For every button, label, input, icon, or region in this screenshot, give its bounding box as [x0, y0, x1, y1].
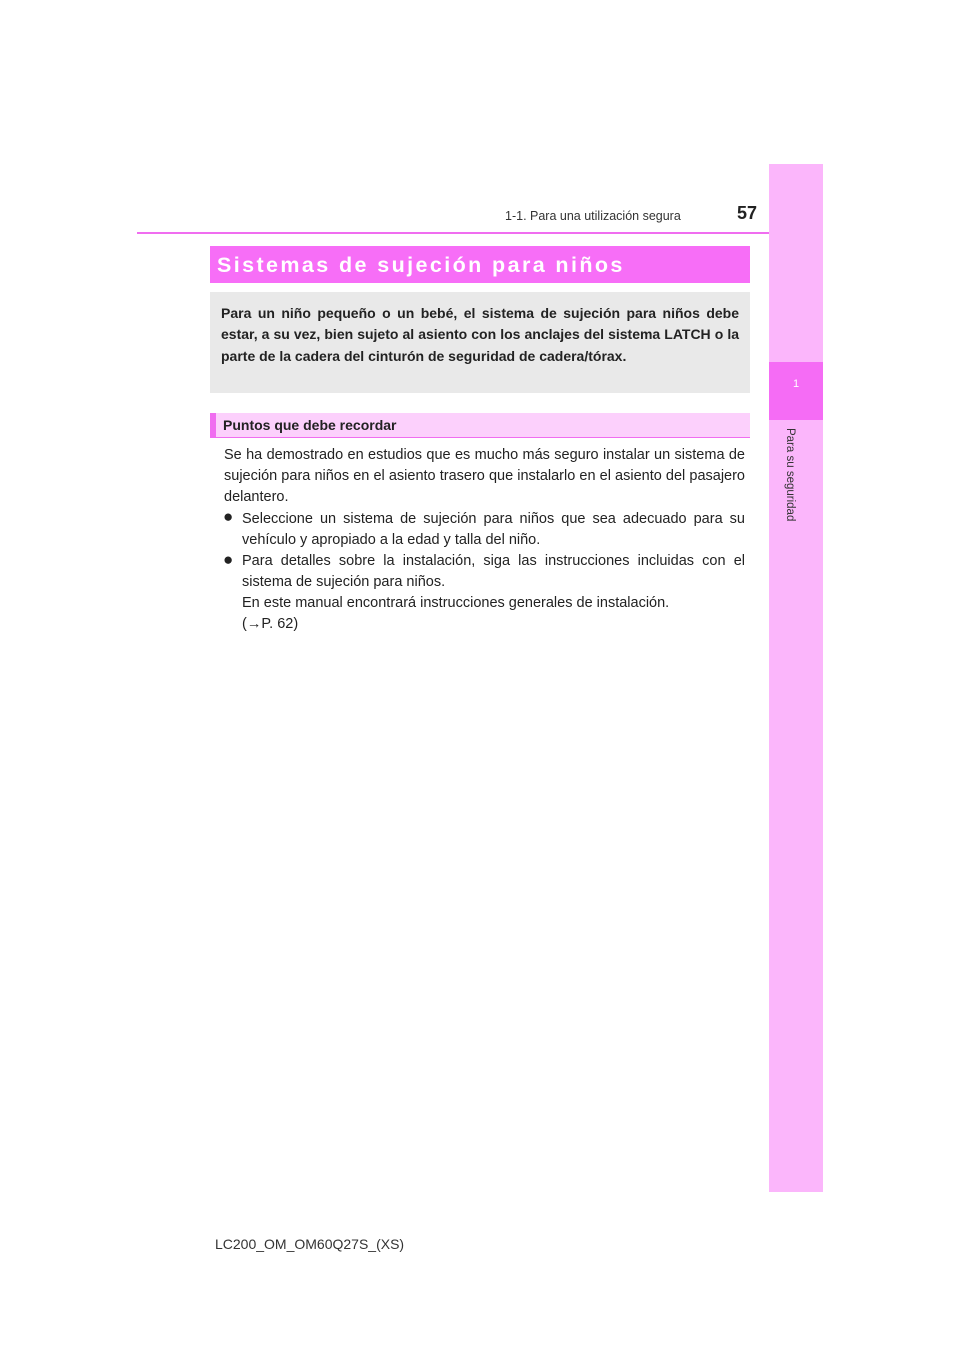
- intro-text: Para un niño pequeño o un bebé, el sistema de sujeción para niños debe estar, a su vez, bien sujeto al asiento con los anclajes del sistema LATCH o la parte de la cadera del cinturón de seguridad de cadera/tórax.: [221, 305, 739, 364]
- bullet-item-text: Seleccione un sistema de sujeción para niños que sea adecuado para su vehículo y apropiado a la edad y talla del niño.: [242, 511, 745, 548]
- subsection-heading-accent: [210, 413, 216, 438]
- bullet-item-text: Para detalles sobre la instalación, siga las instrucciones incluidas con el sistema de sujeción para niños.: [242, 553, 745, 590]
- header-section-label: 1-1. Para una utilización segura: [505, 209, 681, 223]
- bullet-item-note: En este manual encontrará instrucciones generales de instalación.: [242, 595, 670, 611]
- subsection-heading: Puntos que debe recordar: [223, 417, 397, 433]
- bullet-icon: ●: [223, 507, 234, 526]
- chapter-side-tab: [769, 164, 823, 1192]
- chapter-title: Para su seguridad: [784, 428, 796, 522]
- chapter-number: 1: [792, 378, 800, 390]
- header-divider: [137, 232, 823, 234]
- footer-document-code: LC200_OM_OM60Q27S_(XS): [215, 1236, 405, 1252]
- bullet-icon: ●: [223, 550, 234, 569]
- page-reference-link[interactable]: (→P. 62): [242, 616, 299, 632]
- chapter-tab-marker: [769, 362, 823, 420]
- section-title: Sistemas de sujeción para niños: [217, 253, 625, 277]
- page-number: 57: [737, 203, 758, 223]
- body-paragraph: Se ha demostrado en estudios que es mucho más seguro instalar un sistema de sujeción para niños en el asiento trasero que instalarlo en el asiento del pasajero delantero.: [224, 447, 745, 505]
